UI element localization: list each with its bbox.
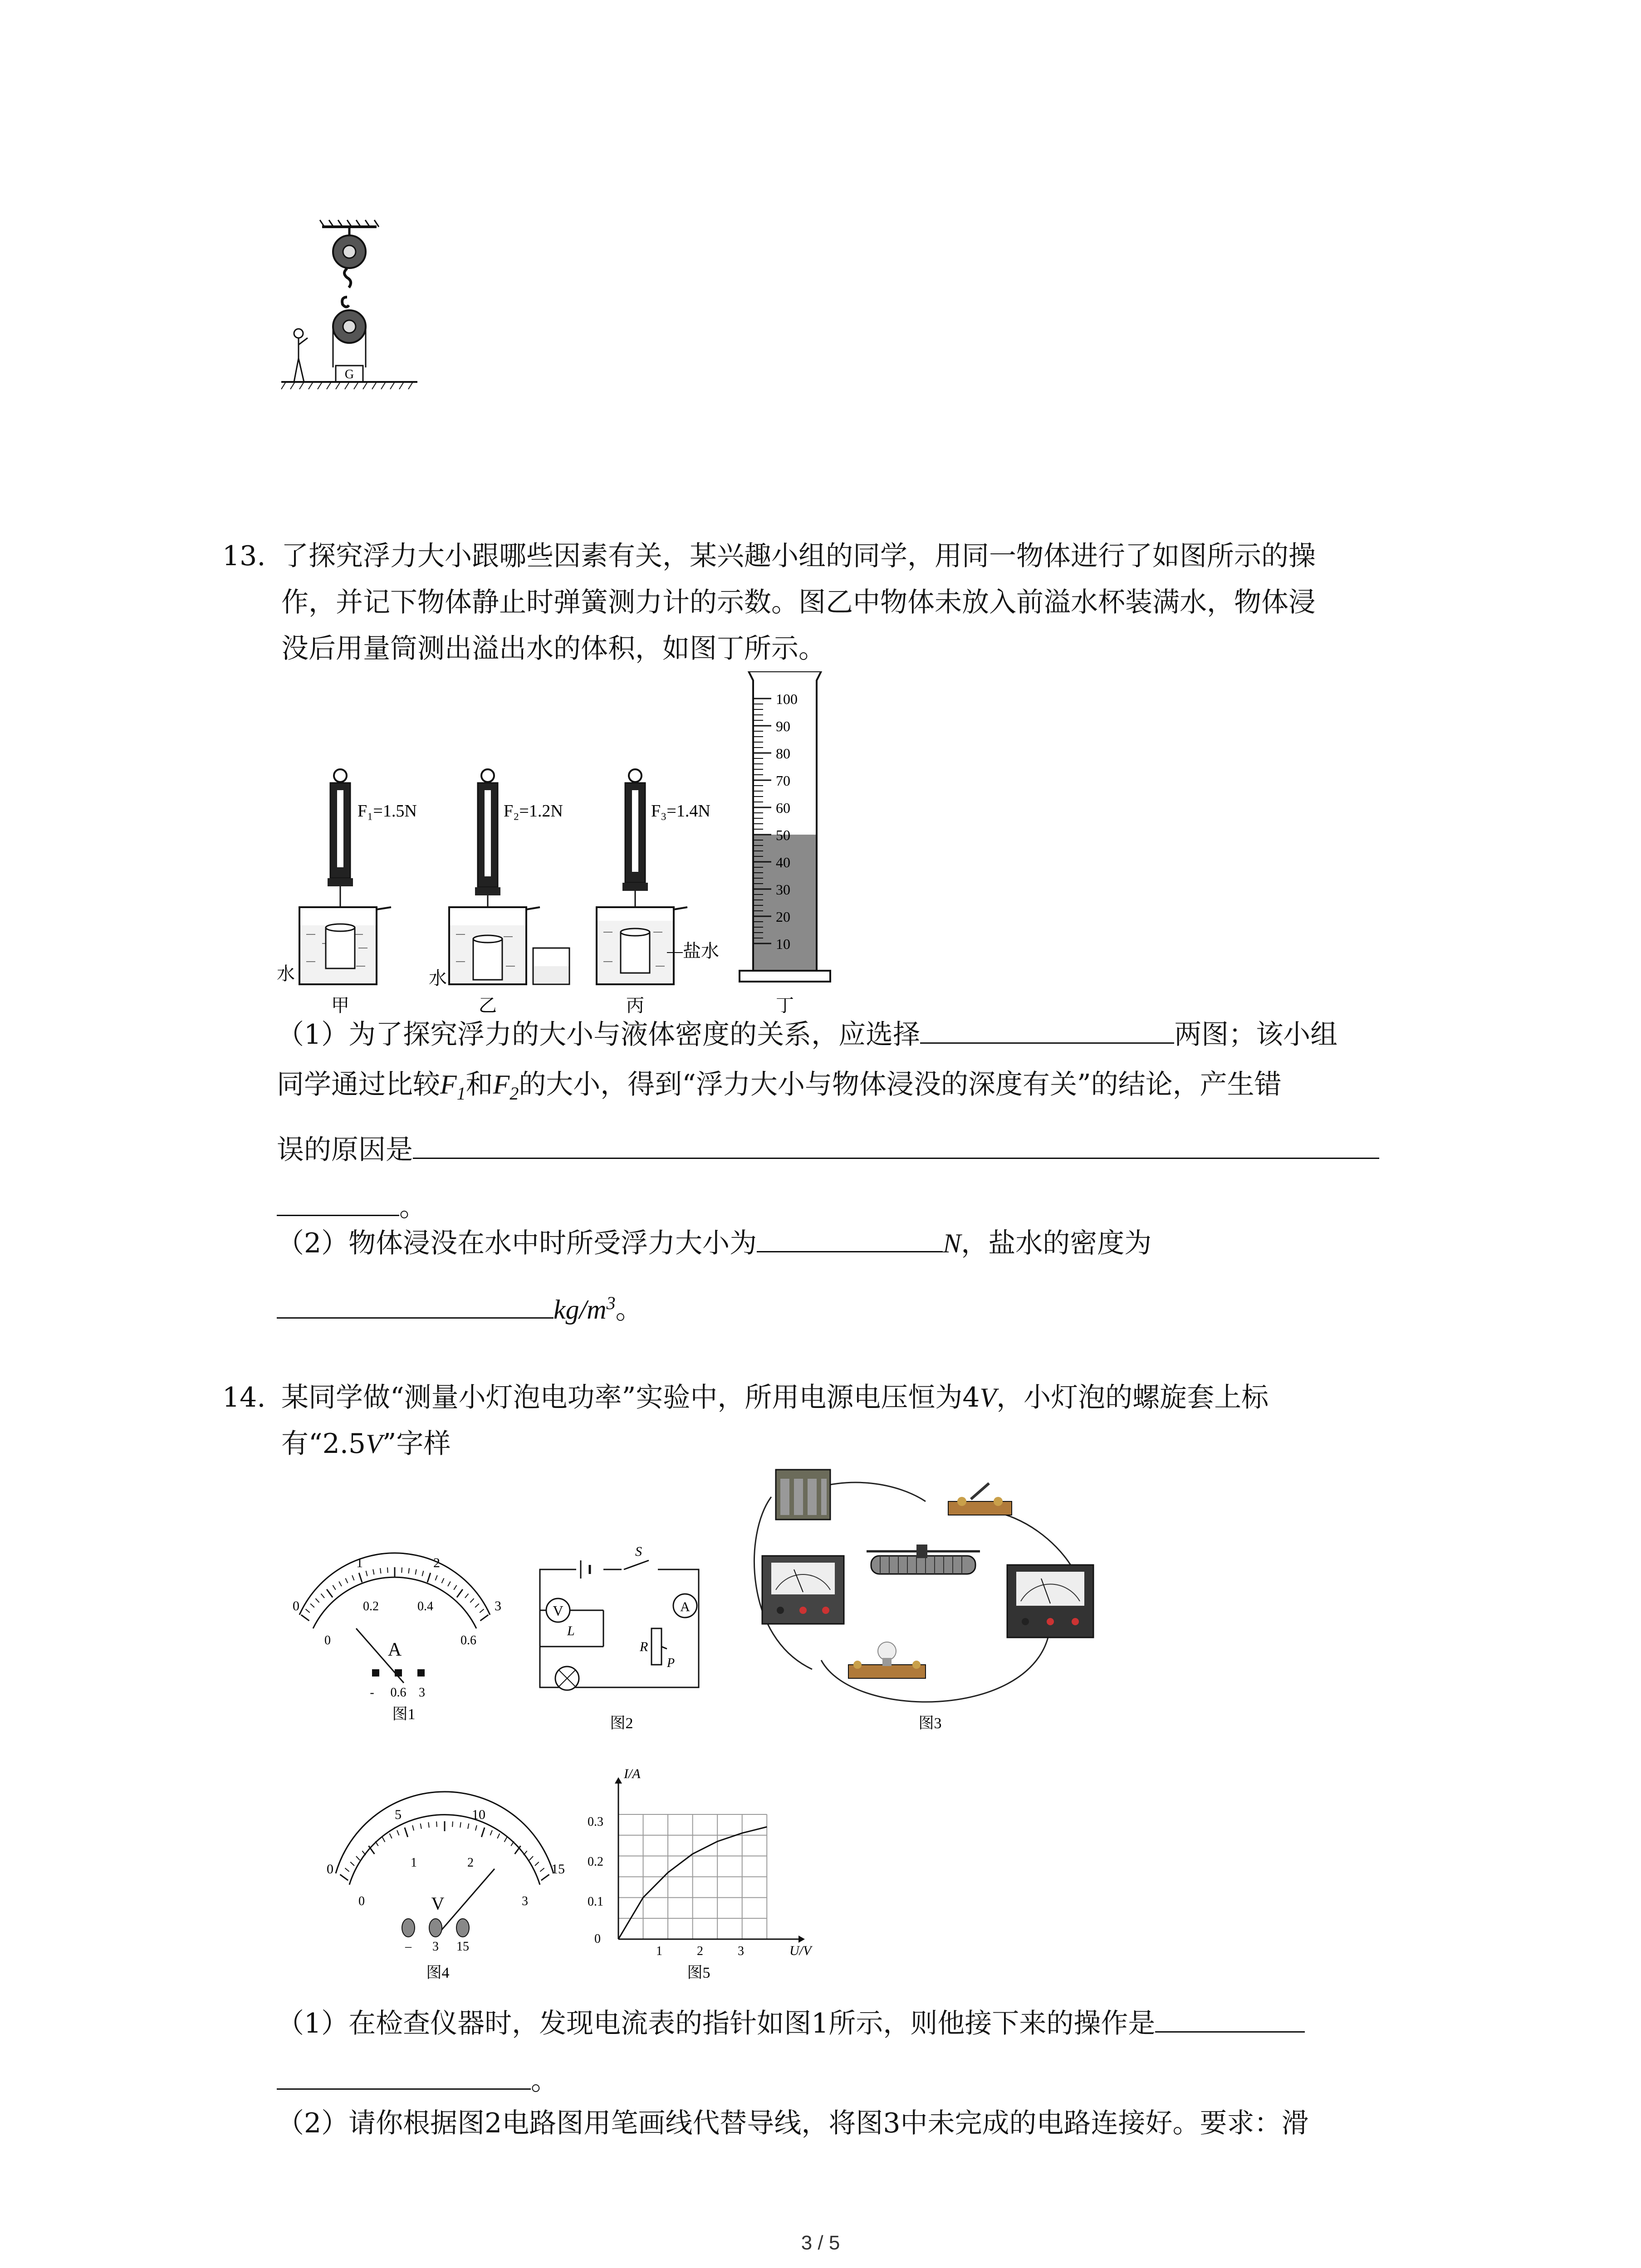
water-label-jia: 水 [277, 963, 295, 984]
fig1-meter-letter: A [387, 1639, 402, 1660]
ammeter-device [1007, 1565, 1093, 1637]
fig5-iu-graph [572, 1765, 826, 1982]
fig1-term-3: 3 [419, 1686, 425, 1700]
q13-p1-and: 和 [465, 1069, 493, 1100]
fig1-bot-1: 0.2 [363, 1599, 379, 1613]
q14-stem-a: 某同学做“测量小灯泡电功率”实验中，所用电源电压恒为4 [281, 1382, 980, 1413]
q14-stem-b: ，小灯泡的螺旋套上标 [996, 1382, 1269, 1413]
q13-p1-blank-1[interactable] [920, 1014, 1174, 1044]
fig4-term-15: 15 [456, 1940, 469, 1954]
fig3-physical-circuit [735, 1465, 1125, 1737]
cylinder-tick-label: 80 [776, 745, 790, 762]
fig4-bot-0: 0 [358, 1894, 365, 1908]
fig3-caption: 图3 [918, 1715, 942, 1732]
brine-label: 盐水 [683, 941, 719, 961]
caption-jia: 甲 [331, 995, 349, 1016]
page-number: 3 / 5 [801, 2232, 840, 2254]
q14-p2-text: （2）请你根据图2电路图用笔画线代替导线，将图3中未完成的电路连接好。要求：滑 [277, 2107, 1309, 2139]
q13-stem-line-3: 没后用量筒测出溢出水的体积，如图丁所示。 [281, 633, 826, 665]
cylinder-tick-label: 60 [776, 800, 790, 816]
q14-part1 [277, 2000, 1465, 2104]
fig1-term-06: 0.6 [390, 1686, 407, 1700]
fig1-top-2: 2 [433, 1555, 440, 1570]
caption-ding: 丁 [776, 995, 794, 1016]
q14-stem-d: ”字样 [382, 1428, 451, 1460]
q14-p1-blank-cont[interactable] [277, 2060, 531, 2090]
fig4-caption: 图4 [426, 1965, 450, 1981]
cylinder-tick-label: 90 [776, 718, 790, 734]
fig4-top-15: 15 [551, 1862, 565, 1877]
fig4-bot-1: 1 [411, 1856, 417, 1870]
fig5-xtick-2: 2 [697, 1944, 703, 1958]
q13-stem-line-2: 作，并记下物体静止时弹簧测力计的示数。图乙中物体未放入前溢水杯装满水，物体浸 [281, 587, 1316, 618]
fig4-top-10: 10 [472, 1807, 485, 1822]
q13-p2-unit-kgm: kg/m [554, 1295, 607, 1325]
q13-stem [281, 533, 1461, 672]
q13-part1 [277, 1012, 1465, 1230]
caption-yi: 乙 [479, 995, 497, 1016]
fig4-bot-2: 2 [467, 1856, 474, 1870]
q13-p2-text-b: ，盐水的密度为 [961, 1227, 1152, 1259]
fig2-ammeter: A [680, 1599, 690, 1614]
fig1-term-neg: - [370, 1686, 374, 1700]
graduated-cylinder [740, 671, 830, 1016]
f2-symbol: F [493, 1070, 510, 1100]
spring-scale-jia [277, 769, 417, 1016]
fig1-caption: 图1 [392, 1706, 416, 1723]
bulb-holder [848, 1642, 926, 1678]
q13-buoyancy-figure [272, 671, 862, 1016]
spring-scale-bing [597, 769, 719, 1016]
f3-label: F₃=1.4N [651, 802, 710, 821]
water-label-yi: 水 [429, 968, 447, 988]
fig1-ammeter [281, 1533, 517, 1724]
battery-pack [776, 1470, 830, 1520]
fig5-ytick-0: 0 [594, 1932, 601, 1946]
caption-bing: 丙 [626, 995, 644, 1016]
q13-p1-text-e: 误的原因是 [277, 1134, 413, 1166]
fig5-ytick-2: 0.2 [588, 1855, 603, 1869]
cylinder-tick-label: 100 [776, 691, 798, 707]
fig4-top-5: 5 [395, 1807, 402, 1822]
f2-subscript: 2 [509, 1083, 519, 1104]
q14-number: 14. [222, 1382, 266, 1413]
pulley-block-label: G [344, 367, 354, 381]
fig4-term-neg: – [405, 1940, 411, 1954]
sliding-rheostat [867, 1545, 980, 1574]
q13-part2 [277, 1220, 1465, 1333]
fig5-xlabel: U/V [789, 1943, 812, 1958]
q14-p1-blank[interactable] [1155, 2003, 1305, 2033]
fig4-voltmeter [318, 1787, 572, 1982]
q13-p1-text-d: 的大小，得到“浮力大小与物体浸没的深度有关”的结论，产生错 [519, 1069, 1282, 1100]
fig2-circuit-diagram [531, 1542, 712, 1733]
fig2-slider-label: P [667, 1656, 675, 1670]
q13-p1-text-c: 同学通过比较 [277, 1069, 440, 1100]
q14-stem-v1: V [980, 1383, 997, 1413]
q13-p1-end: 。 [399, 1191, 426, 1223]
cylinder-tick-label: 40 [776, 854, 790, 870]
q13-p1-blank-2-cont[interactable] [277, 1187, 399, 1216]
fig2-voltmeter: V [553, 1603, 563, 1619]
cylinder-tick-label: 70 [776, 772, 790, 789]
voltmeter-device [762, 1556, 844, 1624]
q13-number: 13. [222, 540, 266, 572]
q14-stem [281, 1374, 1461, 1467]
fig2-switch-label: S [635, 1544, 642, 1559]
q13-p2-unit-sup: 3 [606, 1293, 616, 1313]
fig1-top-3: 3 [495, 1598, 501, 1613]
fig4-term-3: 3 [432, 1940, 439, 1954]
fig2-rheostat-label: R [640, 1639, 648, 1654]
q13-p1-blank-2[interactable] [413, 1129, 1379, 1159]
fig1-bot-2: 0.4 [417, 1599, 433, 1613]
fig2-caption: 图2 [610, 1715, 633, 1732]
q13-p2-text-a: （2）物体浸没在水中时所受浮力大小为 [277, 1227, 757, 1259]
cylinder-tick-label: 20 [776, 909, 790, 925]
fig4-bot-3: 3 [522, 1894, 528, 1908]
q13-p2-blank-2[interactable] [277, 1289, 554, 1319]
fig4-meter-letter: V [431, 1893, 445, 1914]
fig5-ylabel: I/A [624, 1766, 641, 1781]
q14-stem-c: 有“2.5 [281, 1428, 366, 1460]
q14-p1-text: （1）在检查仪器时，发现电流表的指针如图1所示，则他接下来的操作是 [277, 2008, 1156, 2039]
f2-label: F₂=1.2N [504, 802, 563, 821]
fig5-xtick-1: 1 [656, 1944, 662, 1958]
q13-p1-text-b: 两图；该小组 [1174, 1019, 1338, 1051]
fig5-xtick-3: 3 [738, 1944, 744, 1958]
fig5-caption: 图5 [687, 1965, 710, 1981]
fig1-top-1: 1 [356, 1555, 363, 1570]
fig1-top-0: 0 [293, 1598, 299, 1613]
q13-p2-end: 。 [615, 1294, 643, 1325]
f1-subscript: 1 [456, 1083, 466, 1104]
q14-p1-end: 。 [531, 2065, 558, 2097]
q13-p2-blank-1[interactable] [757, 1223, 943, 1252]
q13-stem-line-1: 了探究浮力大小跟哪些因素有关，某兴趣小组的同学，用同一物体进行了如图所示的操 [281, 540, 1316, 572]
fig2-lamp-label: L [567, 1623, 575, 1638]
q14-stem-v2: V [366, 1429, 382, 1459]
pulley-figure [272, 218, 436, 399]
q13-p1-text-a: （1）为了探究浮力的大小与液体密度的关系，应选择 [277, 1019, 921, 1051]
fig1-bot-3: 0.6 [460, 1633, 476, 1647]
f1-label: F₁=1.5N [358, 802, 417, 821]
knife-switch [948, 1483, 1012, 1515]
fig1-bot-0: 0 [324, 1633, 331, 1647]
cylinder-tick-label: 10 [776, 936, 790, 952]
fig4-top-0: 0 [327, 1862, 333, 1877]
fig5-ytick-3: 0.3 [588, 1815, 603, 1829]
spring-scale-yi [429, 769, 569, 1016]
q13-p2-unit-n: N [943, 1228, 961, 1258]
cylinder-tick-label: 30 [776, 881, 790, 898]
q14-part2 [277, 2100, 1465, 2146]
fig5-ytick-1: 0.1 [588, 1895, 603, 1909]
f1-symbol: F [440, 1070, 457, 1100]
cylinder-tick-label: 50 [776, 827, 790, 843]
